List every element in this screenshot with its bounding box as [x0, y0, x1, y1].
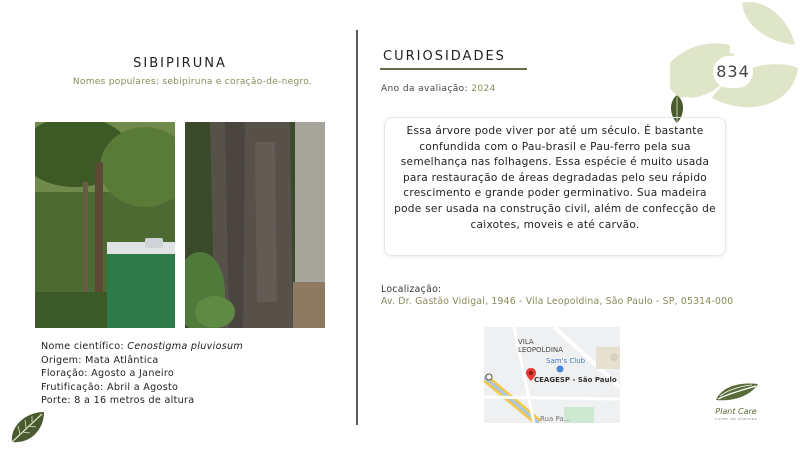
leaf-icon [8, 408, 48, 446]
evaluation-year-value: 2024 [471, 84, 496, 94]
logo-name: Plant Care [715, 407, 757, 416]
vertical-divider [356, 30, 358, 425]
curiosidades-text: Essa árvore pode viver por até um século. É bastante confundida com o Pau-brasil e Pau-ferro pela sua semelhança nas folhagens. Essa espécie é muito usada para restauração de áreas degradadas pelo seu rápido crescimento e grande poder germinativo. Sua madeira pode ser usada na construção civil, além de confecção de caixotes, moveis e até carvão. [394, 125, 716, 231]
curiosidades-title: CURIOSIDADES [383, 49, 506, 64]
scientific-name-label: Nome científico: [41, 341, 128, 352]
plant-number-badge: 834 [713, 56, 753, 88]
map-store-label: Sam's Club [546, 357, 586, 365]
store-marker-icon [556, 365, 564, 373]
logo-tagline: cuide de plantas [714, 417, 758, 421]
plant-care-logo-icon [714, 380, 760, 404]
plant-info [41, 340, 243, 408]
tree-trunk-image [185, 122, 325, 328]
map-street-label: Rua Pa... [540, 415, 571, 423]
scientific-name: Cenostigma pluviosum [127, 341, 244, 352]
photo-tree-canopy [35, 122, 175, 328]
photo-tree-trunk [185, 122, 325, 328]
fruiting-row: Frutificação: Abril a Agosto [41, 381, 179, 393]
evaluation-year-label: Ano da avaliação: [381, 84, 472, 94]
plant-title: SIBIPIRUNA [133, 56, 227, 71]
popular-names: Nomes populares: sebipiruna e coração-de-negro. [72, 77, 313, 87]
map-district-label: VILA LEOPOLDINA [518, 338, 563, 354]
origin-row: Origem: Mata Atlântica [41, 354, 159, 366]
curiosidades-underline [380, 68, 527, 70]
size-row: Porte: 8 a 16 metros de altura [41, 395, 195, 406]
map-poi-label: CEAGESP - São Paulo [534, 376, 617, 384]
scientific-name-row [41, 340, 243, 354]
location-address[interactable]: Av. Dr. Gastão Vidigal, 1946 - Vila Leopoldina, São Paulo - SP, 05314-000 [381, 296, 734, 307]
evaluation-year [381, 84, 496, 94]
tree-canopy-image [35, 122, 175, 328]
location-map[interactable] [484, 327, 620, 423]
location-label: Localização: [381, 284, 442, 295]
flowering-row: Floração: Agosto a Janeiro [41, 368, 175, 379]
